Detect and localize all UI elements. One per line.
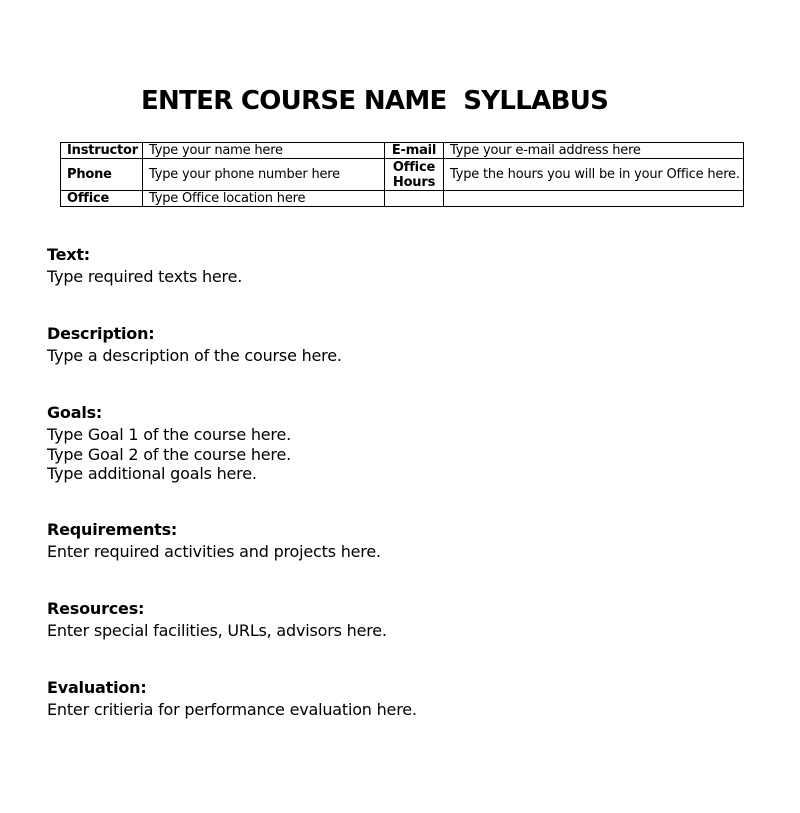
email-label: E-mail — [385, 143, 444, 159]
table-row — [61, 159, 744, 191]
section-body[interactable]: Type required texts here. — [47, 267, 243, 286]
email-field[interactable]: Type your e-mail address here — [444, 143, 744, 159]
section-heading: Requirements: — [47, 520, 178, 539]
office-hours-field[interactable]: Type the hours you will be in your Office here. — [444, 159, 744, 191]
table-row — [61, 191, 744, 207]
section-heading: Text: — [47, 245, 91, 264]
section-heading: Goals: — [47, 403, 103, 422]
section-text — [47, 245, 242, 287]
course-info-table — [60, 142, 744, 207]
section-body[interactable]: Type a description of the course here. — [47, 346, 342, 365]
section-requirements — [47, 520, 381, 562]
phone-field[interactable]: Type your phone number here — [143, 159, 385, 191]
section-body[interactable]: Enter required activities and projects here. — [47, 542, 381, 561]
section-goals — [47, 403, 291, 484]
section-evaluation — [47, 678, 417, 720]
page-title: ENTER COURSE NAME SYLLABUS — [141, 86, 609, 116]
table-row — [61, 143, 744, 159]
section-body[interactable]: Type additional goals here. — [47, 464, 257, 483]
office-field[interactable]: Type Office location here — [143, 191, 385, 207]
empty-cell[interactable] — [444, 191, 744, 207]
phone-label: Phone — [61, 159, 143, 191]
office-hours-label: Office Hours — [385, 159, 444, 191]
section-body[interactable]: Type Goal 2 of the course here. — [47, 444, 291, 464]
section-heading: Evaluation: — [47, 678, 147, 697]
section-heading: Resources: — [47, 599, 145, 618]
section-resources — [47, 599, 387, 641]
section-body[interactable]: Enter special facilities, URLs, advisors here. — [47, 621, 387, 640]
section-heading: Description: — [47, 324, 155, 343]
section-body[interactable]: Enter critieria for performance evaluation here. — [47, 700, 417, 719]
instructor-field[interactable]: Type your name here — [143, 143, 385, 159]
empty-cell[interactable] — [385, 191, 444, 207]
instructor-label: Instructor — [61, 143, 143, 159]
section-body[interactable]: Type Goal 1 of the course here. — [47, 425, 291, 444]
section-description — [47, 324, 342, 366]
office-label: Office — [61, 191, 143, 207]
